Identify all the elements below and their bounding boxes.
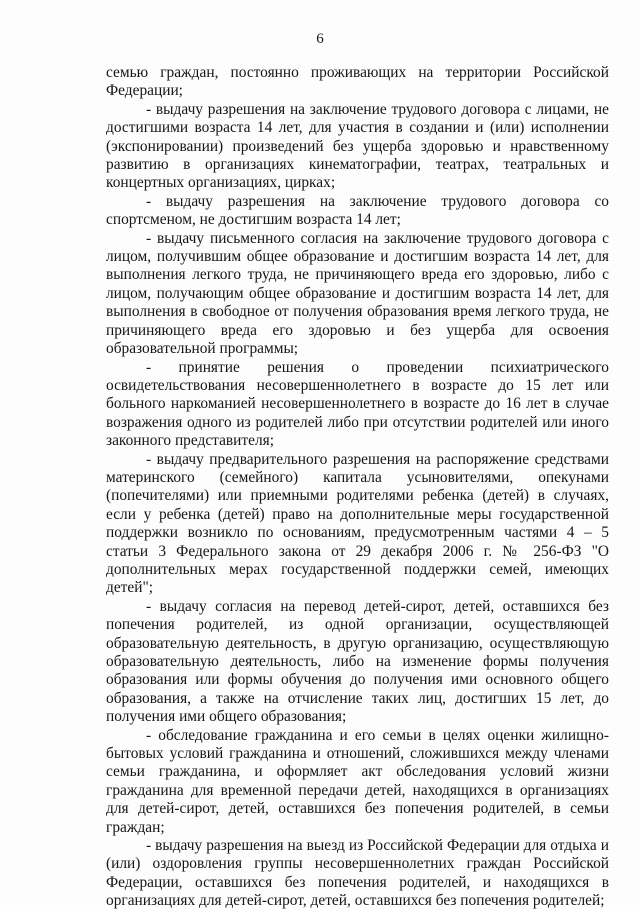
paragraph-maternity-capital: - выдачу предварительного разрешения на распоряжение средствами материнского (семейного) капитала усыновителями, опекунами (попечителями) или приемными родителями ребенка (детей) в случаях, если у ребенка (детей) право на дополнительные меры государственной поддержки возникло по основаниям, предусмотренным частями 4 – 5 статьи 3 Федерального закона от 29 декабря 2006 г. № 256-ФЗ "О дополнительных мерах государственной поддержки семей, имеющих детей"; xyxy=(106,450,609,597)
paragraph-continuation: семью граждан, постоянно проживающих на территории Российской Федерации; xyxy=(106,64,609,100)
paragraph-athlete-contract: - выдачу разрешения на заключение трудового договора со спортсменом, не достигшим возраста 14 лет; xyxy=(106,192,609,229)
document-body xyxy=(106,64,609,911)
paragraph-written-consent-light-work: - выдачу письменного согласия на заключение трудового договора с лицом, получившим общее образование и достигшим возраста 14 лет, для выполнения легкого труда, не причиняющего вреда его здоровью, либо с лицом, получающим общее образование и достигшим возраста 14 лет, для выполнения в свободное от получения образования время легкого труда, не причиняющего вреда его здоровью и без ущерба для освоения образовательной программы; xyxy=(106,229,609,358)
paragraph-living-conditions-survey: - обследование гражданина и его семьи в целях оценки жилищно-бытовых условий гражданина и отношений, сложившихся между членами семьи гражданина, и оформляет акт обследования условий жизни гражданина для временной передачи детей, находящихся в организациях для детей-сирот, детей, оставшихся без попечения родителей, в семьи граждан; xyxy=(106,726,609,836)
paragraph-orphan-transfer: - выдачу согласия на перевод детей-сирот, детей, оставшихся без попечения родителей, из одной организации, осуществляющей образовательную деятельность, в другую организацию, осуществляющую образовательную деятельность, либо на изменение формы получения образования или формы обучения до получения ими основного общего образования, а также на отчисление таких лиц, достигших 15 лет, до получения ими общего образования; xyxy=(106,597,609,726)
paragraph-travel-permission: - выдачу разрешения на выезд из Российской Федерации для отдыха и (или) оздоровления группы несовершеннолетних граждан Российской Федерации, оставшихся без попечения родителей, и находящихся в организациях для детей-сирот, детей, оставшихся без попечения родителей; xyxy=(106,837,609,910)
page-number: 6 xyxy=(316,31,324,47)
paragraph-psychiatric-examination: - принятие решения о проведении психиатрического освидетельствования несовершеннолетнего в возрасте до 15 лет или больного наркоманией несовершеннолетнего в возрасте до 16 лет в случае возражения одного из родителей либо при отсутствии родителей или иного законного представителя; xyxy=(106,358,609,450)
paragraph-labor-contract-under-14: - выдачу разрешения на заключение трудового договора с лицами, не достигшими возраста 14 лет, для участия в создании и (или) исполнении (экспонировании) произведений без ущерба здоровью и нравственному развитию в организациях кинематографии, театрах, театральных и концертных организациях, цирках; xyxy=(106,100,609,192)
